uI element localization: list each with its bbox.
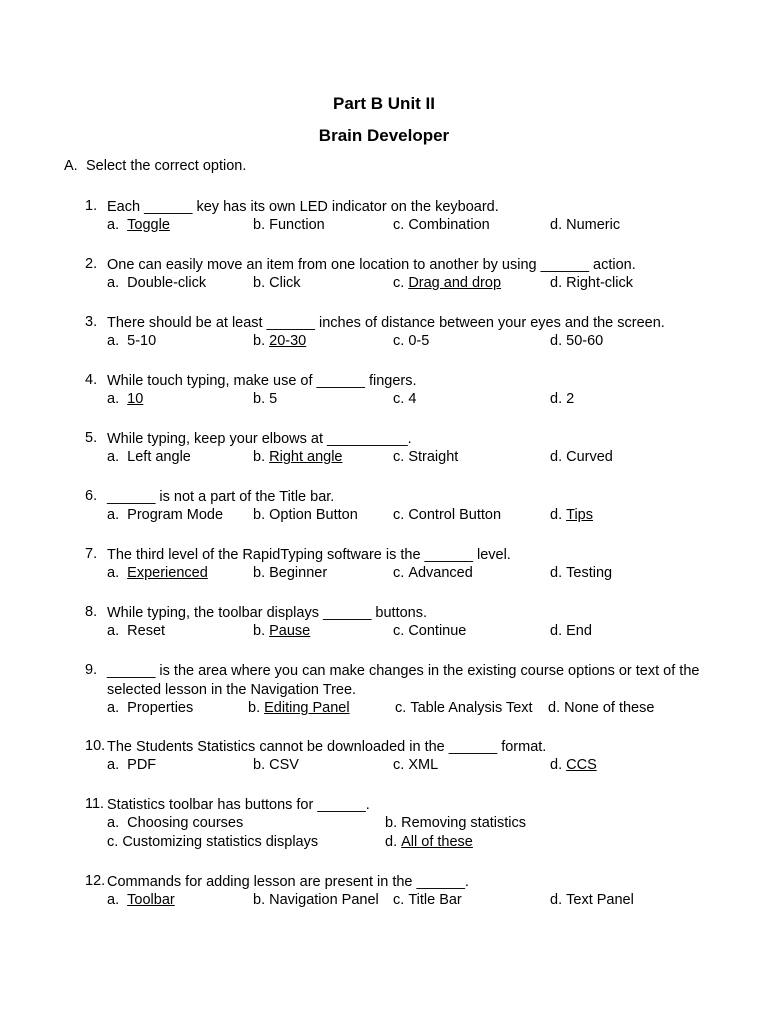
option-text: Control Button [408, 507, 502, 523]
question-number: 3. [85, 314, 98, 330]
option-text: Numeric [566, 217, 621, 233]
option-text: 50-60 [566, 333, 604, 349]
option-d [550, 892, 634, 908]
option-text: Choosing courses [127, 815, 244, 831]
option-text: Click [269, 275, 301, 291]
option-c [393, 333, 429, 349]
option-a [107, 275, 206, 291]
option-label: b. [253, 333, 266, 349]
option-b [253, 892, 379, 908]
question-stem: One can easily move an item from one location to another by using ______ action. [107, 257, 636, 273]
option-label: a. [107, 700, 120, 716]
question-number: 5. [85, 430, 98, 446]
option-text: CSV [269, 757, 299, 773]
option-d [385, 834, 473, 850]
option-b [253, 623, 310, 639]
option-label: d. [550, 892, 563, 908]
option-text: None of these [564, 700, 655, 716]
page-title: Part B Unit II [332, 94, 435, 113]
page-subtitle: Brain Developer [318, 126, 450, 145]
option-label: d. [550, 565, 563, 581]
option-text-correct: Toggle [127, 217, 170, 233]
option-text: XML [408, 757, 439, 773]
option-a [107, 333, 156, 349]
question-stem: Each ______ key has its own LED indicator on the keyboard. [107, 199, 499, 215]
option-b [253, 275, 301, 291]
question-number: 4. [85, 372, 98, 388]
option-text: Left angle [127, 449, 191, 465]
option-c [393, 565, 473, 581]
option-a [107, 815, 243, 831]
option-a [107, 507, 223, 523]
option-text-correct: Editing Panel [264, 700, 350, 716]
option-text: Table Analysis Text [410, 700, 533, 716]
question-number: 9. [85, 662, 98, 678]
section-letter: A. [64, 158, 78, 174]
option-label: c. [393, 623, 405, 639]
option-label: d. [550, 217, 563, 233]
option-label: c. [393, 565, 405, 581]
option-label: a. [107, 275, 120, 291]
question-stem: While touch typing, make use of ______ fingers. [107, 373, 417, 389]
option-d [550, 507, 593, 523]
option-a [107, 565, 208, 581]
option-text: Text Panel [566, 892, 634, 908]
option-text: Program Mode [127, 507, 224, 523]
option-b [253, 217, 325, 233]
option-text: 5 [269, 391, 278, 407]
option-a [107, 892, 175, 908]
question-number: 11. [85, 796, 105, 812]
option-b [253, 507, 358, 523]
option-a [107, 217, 170, 233]
question-stem: There should be at least ______ inches of distance between your eyes and the screen. [107, 315, 665, 331]
option-text: Title Bar [408, 892, 462, 908]
option-text: 4 [408, 391, 417, 407]
option-text: PDF [127, 757, 157, 773]
option-text: 2 [566, 391, 575, 407]
question-number: 1. [85, 198, 98, 214]
question-stem: ______ is not a part of the Title bar. [107, 489, 335, 505]
option-text: Beginner [269, 565, 328, 581]
option-label: b. [253, 623, 266, 639]
option-b [253, 757, 299, 773]
option-label: d. [550, 391, 563, 407]
option-d [550, 757, 597, 773]
option-label: b. [253, 217, 266, 233]
question-stem: While typing, keep your elbows at __________. [107, 431, 412, 447]
option-label: d. [385, 834, 398, 850]
option-label: b. [253, 507, 266, 523]
option-c [393, 217, 490, 233]
option-label: d. [548, 700, 561, 716]
option-b [248, 700, 350, 716]
option-c [393, 507, 501, 523]
option-d [550, 565, 612, 581]
option-text: Navigation Panel [269, 892, 379, 908]
option-label: a. [107, 815, 120, 831]
option-text: Right-click [566, 275, 633, 291]
option-label: a. [107, 892, 120, 908]
question-stem: The Students Statistics cannot be downloaded in the ______ format. [107, 739, 547, 755]
option-c [393, 391, 416, 407]
option-label: d. [550, 333, 563, 349]
option-label: c. [393, 757, 405, 773]
question-number: 12. [85, 873, 106, 889]
option-label: b. [253, 391, 266, 407]
option-text: Function [269, 217, 325, 233]
option-text: Advanced [408, 565, 473, 581]
option-text-correct: Toolbar [127, 892, 175, 908]
option-text-correct: 20-30 [269, 333, 307, 349]
question-stem: The third level of the RapidTyping software is the ______ level. [107, 547, 511, 563]
option-text: Testing [566, 565, 613, 581]
option-label: c. [393, 217, 405, 233]
option-d [548, 700, 654, 716]
option-label: c. [107, 834, 119, 850]
option-d [550, 391, 574, 407]
option-text-correct: Drag and drop [408, 275, 502, 291]
option-a [107, 700, 193, 716]
option-label: b. [248, 700, 261, 716]
option-label: a. [107, 757, 120, 773]
option-label: d. [550, 449, 563, 465]
option-text-correct: CCS [566, 757, 597, 773]
option-d [550, 449, 613, 465]
option-label: a. [107, 449, 120, 465]
option-text: Option Button [269, 507, 358, 523]
option-label: d. [550, 757, 563, 773]
question-number: 8. [85, 604, 98, 620]
option-text-correct: Tips [566, 507, 593, 523]
question-number: 6. [85, 488, 98, 504]
option-d [550, 275, 633, 291]
option-text: Removing statistics [401, 815, 527, 831]
option-label: c. [393, 892, 405, 908]
option-label: c. [393, 391, 405, 407]
option-label: c. [393, 507, 405, 523]
option-text: Straight [408, 449, 459, 465]
option-text: Properties [127, 700, 194, 716]
question-stem: Commands for adding lesson are present in the ______. [107, 874, 469, 890]
option-label: a. [107, 507, 120, 523]
option-text: Customizing statistics displays [122, 834, 319, 850]
question-number: 10. [85, 738, 106, 754]
option-label: a. [107, 217, 120, 233]
option-b [253, 391, 277, 407]
option-label: c. [393, 449, 405, 465]
option-text: Continue [408, 623, 467, 639]
option-a [107, 449, 191, 465]
option-text: Curved [566, 449, 613, 465]
option-label: b. [385, 815, 398, 831]
option-a [107, 623, 165, 639]
option-text: End [566, 623, 592, 639]
option-d [550, 333, 603, 349]
option-label: b. [253, 275, 266, 291]
option-text-correct: All of these [401, 834, 473, 850]
option-d [550, 217, 620, 233]
option-c [393, 757, 438, 773]
option-label: a. [107, 623, 120, 639]
option-label: d. [550, 623, 563, 639]
section-heading [64, 158, 246, 174]
option-c [395, 700, 533, 716]
option-label: d. [550, 275, 563, 291]
option-text-correct: Pause [269, 623, 311, 639]
option-text-correct: Experienced [127, 565, 208, 581]
option-b [253, 449, 342, 465]
option-a [107, 391, 143, 407]
option-b [253, 565, 327, 581]
option-label: b. [253, 757, 266, 773]
option-label: b. [253, 449, 266, 465]
question-number: 7. [85, 546, 98, 562]
question-stem: ______ is the area where you can make changes in the existing course options or text of the selected lesson in the Navigation Tree. [107, 663, 700, 698]
option-b [385, 815, 526, 831]
option-text: Reset [127, 623, 166, 639]
section-instruction: Select the correct option. [86, 158, 247, 174]
option-label: a. [107, 333, 120, 349]
question-stem: Statistics toolbar has buttons for ______. [107, 797, 370, 813]
option-label: c. [393, 333, 405, 349]
question-stem: While typing, the toolbar displays ______ buttons. [107, 605, 428, 621]
option-c [393, 623, 466, 639]
option-text-correct: 10 [127, 391, 144, 407]
option-text: 5-10 [127, 333, 157, 349]
option-text: 0-5 [408, 333, 430, 349]
option-d [550, 623, 592, 639]
option-label: a. [107, 565, 120, 581]
option-c [107, 834, 318, 850]
option-label: d. [550, 507, 563, 523]
option-label: a. [107, 391, 120, 407]
option-label: c. [393, 275, 405, 291]
option-label: c. [395, 700, 407, 716]
option-label: b. [253, 892, 266, 908]
option-text: Double-click [127, 275, 207, 291]
question-number: 2. [85, 256, 98, 272]
option-c [393, 449, 458, 465]
option-text: Combination [408, 217, 490, 233]
option-a [107, 757, 156, 773]
option-c [393, 275, 501, 291]
option-c [393, 892, 462, 908]
option-label: b. [253, 565, 266, 581]
option-b [253, 333, 306, 349]
option-text-correct: Right angle [269, 449, 343, 465]
